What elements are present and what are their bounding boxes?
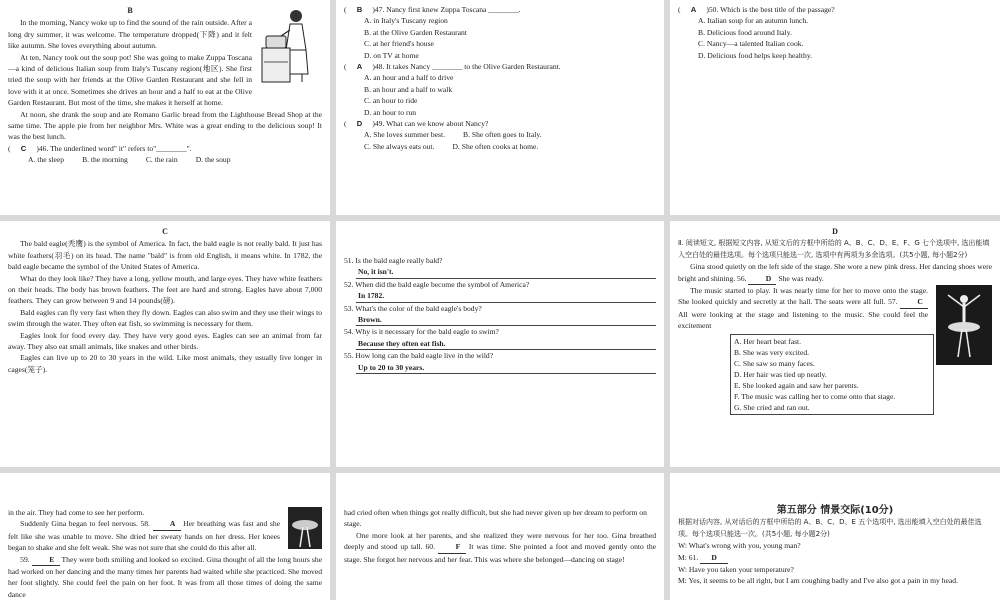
passage-paragraph [344,530,656,565]
passage-text: All were looking at the stage and listening to the music. She could feel the excitement [678,309,928,331]
page-panel-4 [0,221,330,467]
page-panel-9 [670,473,1000,600]
option: D. the soup [195,155,231,165]
page-panel-2 [336,0,664,215]
option: A. Her heart beat fast. [734,336,802,346]
dialogue-line: W: Have you taken your temperature? [678,565,794,575]
question-54: 54. Why is it necessary for the bald eagle to swim? [344,327,499,337]
option: A. the sleep [28,155,65,165]
options-46 [28,154,322,165]
option: D. on TV at home [364,50,419,60]
passage-paragraph: At ten, Nancy took out the soup pot! She was going to make Zuppa Toscana—a kind of delicious Italian soup from Italy's Tuscany region(地区). She first tried the soup with her friends at the Olive Garden Restaurant and she fell in love with it at once. Sometimes she drives an hour and a half to eat at the Olive Garden Restaurant. But most of the time, she makes it herself at home. [8,52,252,108]
passage-text: 59. [20,554,30,564]
page-panel-1 [0,0,330,215]
question-46: ( C )46. The underlined word" it" refers to"________". [8,143,192,153]
dialogue-text: M: 61. [678,552,701,562]
option: G. She cried and ran out. [734,402,810,412]
answer-57: C [900,296,928,308]
option: C. an hour to ride [364,96,418,106]
page-panel-6 [670,221,1000,467]
dialogue-line [678,552,992,564]
options-49-row2 [364,141,656,152]
ballerina-photo [936,285,992,365]
passage-text: Gina stood quietly on the left side of the stage. She wore a new pink dress. Her dancing shoes were bright and shining. 56. [678,262,992,283]
option: C. the rain [145,155,178,165]
answer-47: B [356,5,363,14]
passage-paragraph: Bald eagles can fly very fast when they fly down. Eagles can also swim and they use their wings to swim through the water. They often eat fish, so swimming is necessary for them. [8,307,322,329]
passage-paragraph: At noon, she drank the soup and ate Romano Garlic bread from the Lighthouse Bread Shop at the same time. The apple pie from her neighbor Mrs. White was a great ending to the delicious soup! It was the best lunch. [8,109,322,142]
question-49: ( D )49. What can we know about Nancy? [344,119,489,129]
passage-text: They were both smiling and looked so excited. Gina thought of all the long hours she had worked on her dancing and the many times her parents had waited while she practiced. She moved her foot slightly. She could feel the pain on her foot. It was from all those times of doing the same dance [8,554,323,599]
question-55: 55. How long can the bald eagle live in the wild? [344,351,494,361]
answer-54: Because they often eat fish. [356,338,656,350]
passage-text: in the air. They had come to see her perform. [8,508,145,517]
dialogue-line: M: Yes, it seems to be all right, but I am coughing badly and I've also got a pain in my head. [678,576,958,586]
answer-52: In 1782. [356,290,656,302]
answer-59: E [32,554,60,566]
answer-48: A [356,62,363,72]
page-panel-3 [670,0,1000,215]
option: B. an hour and a half to walk [364,84,453,94]
question-51: 51. Is the bald eagle really bald? [344,256,443,265]
passage-heading: C [162,227,168,236]
question-47: ( B )47. Nancy first knew Zuppa Toscana ________. [344,5,521,14]
question-52: 52. When did the bald eagle become the symbol of America? [344,279,530,289]
passage-paragraph [8,518,322,553]
option: B. Delicious food around Italy. [698,27,792,37]
answer-56: D [748,273,776,285]
option: F. The music was calling her to come onto that stage. [734,391,896,401]
page-panel-8 [336,473,664,600]
passage-paragraph: Eagles can live up to 20 to 30 years in the wild. Like most animals, they usually live longer in cages(笼子). [8,353,322,374]
answer-61: D [700,552,728,564]
passage-text: Suddenly Gina began to feel nervous. 58. [20,519,150,529]
option: A. in Italy's Tuscany region [364,16,448,26]
option: A. Italian soup for an autumn lunch. [698,16,809,26]
option: C. Nancy—a talented Italian cook. [698,39,804,49]
passage-text: It was time. She pointed a foot and moved gently onto the stage. She forgot her nervous and her fear. This was where she belonged—dancing on stage! [344,542,657,564]
woman-cooking-illustration [260,4,322,84]
answer-60: F [438,541,466,553]
answer-51: No, it isn't. [356,266,656,278]
option: D. an hour to run [364,107,417,117]
answer-49: D [356,119,363,129]
option: B. She was very excited. [734,347,810,357]
passage-paragraph: In the morning, Nancy woke up to find the sound of the rain outside. After a long dry summer, it was welcome. The temperature dropped(下降) and it felt like autumn. She loves everything about autumn. [8,18,252,51]
options-box [730,334,934,415]
option: A. She loves summer best. [364,130,445,140]
option: B. at the Olive Garden Restaurant [364,27,467,37]
passage-text: One more look at her parents, and she realized they were nervous for her too. Gina breathed deeply and stood up tall. 60. [344,530,656,552]
option: D. Delicious food helps keep healthy. [698,50,813,60]
options-49-row1 [364,129,656,140]
question-50: ( A )50. Which is the best title of the passage? [678,5,835,14]
passage-heading: B [127,6,133,15]
answer-50: A [690,5,697,14]
answer-53: Brown. [356,314,656,326]
answer-46: C [20,143,27,153]
option: D. Her hair was tied up neatly. [734,369,827,379]
section-instructions: 根据对话内容, 从对话后的方框中所给的 A、B、C、D、E 五个选项中, 选出能填入空白处的最佳选项。每个选项只能选一次。(共5小题, 每小题2分) [678,518,982,538]
question-48: ( A )48. It takes Nancy ________ to the Olive Garden Restaurant. [344,62,561,72]
page-panel-7 [0,473,330,600]
passage-text: had cried often when things got really difficult, but she had never given up her dream to perform on stage. [344,508,647,529]
passage-paragraph: Eagles look for food every day. They have very good eyes. Eagles can see an animal from far away. They also eat small animals, like snakes and other birds. [8,330,322,352]
question-stem: )50. Which is the best title of the passage? [706,5,835,14]
passage-paragraph [678,261,992,285]
question-53: 53. What's the color of the bald eagle's body? [344,303,482,313]
ballerina-photo [288,507,322,549]
option: B. She often goes to Italy. [463,130,542,140]
option: B. the morning [82,155,128,165]
option: D. She often cooks at home. [452,141,539,151]
option: C. She always eats out. [364,141,435,151]
passage-paragraph: The bald eagle(秃鹰) is the symbol of America. In fact, the bald eagle is not really bald. It just has white feathers(羽毛) on its head. The name "bald" is from old English, it means white. In 1782, the bald eagle became the symbol of the United States of America. [8,239,322,272]
passage-paragraph: What do they look like? They have a long, yellow mouth, and large eyes. They have white feathers on their heads. The body has brown feathers. The feet are hard and strong. Eagles have about 7,000 feathers. They can grow between 9 and 14 pounds(磅). [8,273,322,306]
passage-text: The music started to play. It was nearly time for her to move onto the stage. She looked quickly and secretly at the hall. The seats were all full. 57. [678,286,928,307]
passage-paragraph [8,554,322,600]
question-stem: )46. The underlined word" it" refers to"________". [36,143,192,153]
passage-text: Her breathing was fast and she felt like she was unable to move. She dried her sweaty hands on her dress. Her knees began to shake and she felt weak. She was not sure that she could do this after all. [8,519,280,553]
answer-55: Up to 20 to 30 years. [356,362,656,374]
option: A. an hour and a half to drive [364,73,454,83]
question-stem: )48. It takes Nancy ________ to the Olive Garden Restaurant. [372,62,561,72]
question-stem: )49. What can we know about Nancy? [372,119,489,129]
page-panel-5 [336,221,664,467]
question-stem: )47. Nancy first knew Zuppa Toscana ________. [372,5,521,14]
passage-heading: D [832,227,838,236]
option: E. She looked again and saw her parents. [734,380,859,390]
option: C. at her friend's house [364,39,434,49]
option: C. She saw so many faces. [734,358,815,368]
passage-text: She was ready. [778,273,824,283]
answer-58: A [153,518,181,530]
dialogue-line: W: What's wrong with you, young man? [678,541,801,551]
section-instructions: Ⅱ. 阅读短文, 根据短文内容, 从短文后的方框中所给的 A、B、C、D、E、F、G 七个选项中, 选出能填入空白处的最佳选项。每个选项只能选一次, 选项中有两项为多余选项。(共5小题, 每小题2分) [678,239,990,259]
section-title: 第五部分 情景交际(10分) [776,505,894,516]
